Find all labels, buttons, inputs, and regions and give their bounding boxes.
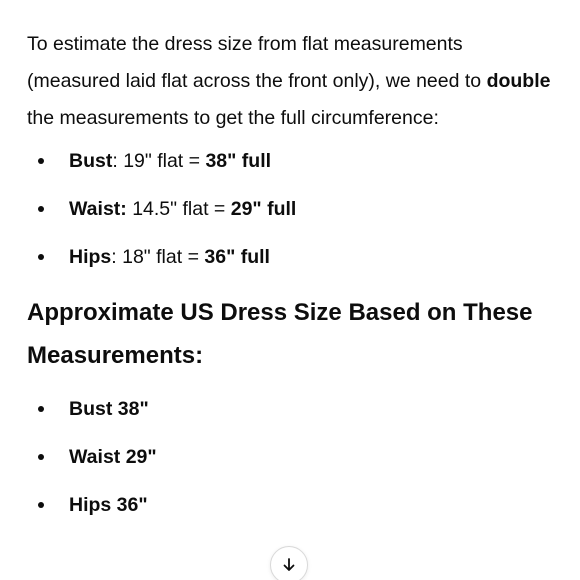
list-item-bust	[27, 137, 557, 185]
item-full: 38" full	[205, 150, 272, 172]
list-item-waist	[27, 185, 557, 233]
scroll-to-bottom-button[interactable]	[270, 546, 308, 580]
intro-text-2: the measurements to get the full circumference:	[27, 107, 439, 129]
list-item-waist-summary	[27, 433, 557, 481]
item-label: Waist:	[69, 198, 127, 220]
item-label: Hips	[69, 246, 112, 268]
item-flat: 19" flat =	[123, 150, 206, 172]
bullet-dot	[38, 502, 44, 508]
intro-text-1: To estimate the dress size from flat measurements (measured laid flat across the front only), we need to	[27, 33, 487, 92]
item-full: 29" full	[230, 198, 297, 220]
item-flat: 18" flat =	[122, 246, 205, 268]
item-text: Waist 29"	[69, 446, 157, 468]
list-item-bust-summary	[27, 385, 557, 433]
message-content	[27, 26, 557, 529]
bullet-dot	[38, 406, 44, 412]
flat-measurements-list	[27, 137, 557, 281]
list-item-hips-summary	[27, 481, 557, 529]
list-item-hips	[27, 233, 557, 281]
item-label: Bust	[69, 150, 113, 172]
bullet-dot	[38, 206, 44, 212]
intro-paragraph	[27, 26, 557, 137]
item-text: Bust 38"	[69, 398, 149, 420]
item-separator: :	[112, 150, 124, 172]
bullet-dot	[38, 454, 44, 460]
section-heading: Approximate US Dress Size Based on These Measurements:	[27, 299, 533, 369]
item-flat: 14.5" flat =	[132, 198, 231, 220]
item-full: 36" full	[204, 246, 270, 268]
bullet-dot	[38, 158, 44, 164]
item-text: Hips 36"	[69, 494, 148, 516]
item-separator: :	[111, 246, 123, 268]
summary-list	[27, 385, 557, 529]
bullet-dot	[38, 254, 44, 260]
arrow-down-icon	[281, 557, 297, 573]
intro-bold-double: double	[486, 70, 551, 92]
